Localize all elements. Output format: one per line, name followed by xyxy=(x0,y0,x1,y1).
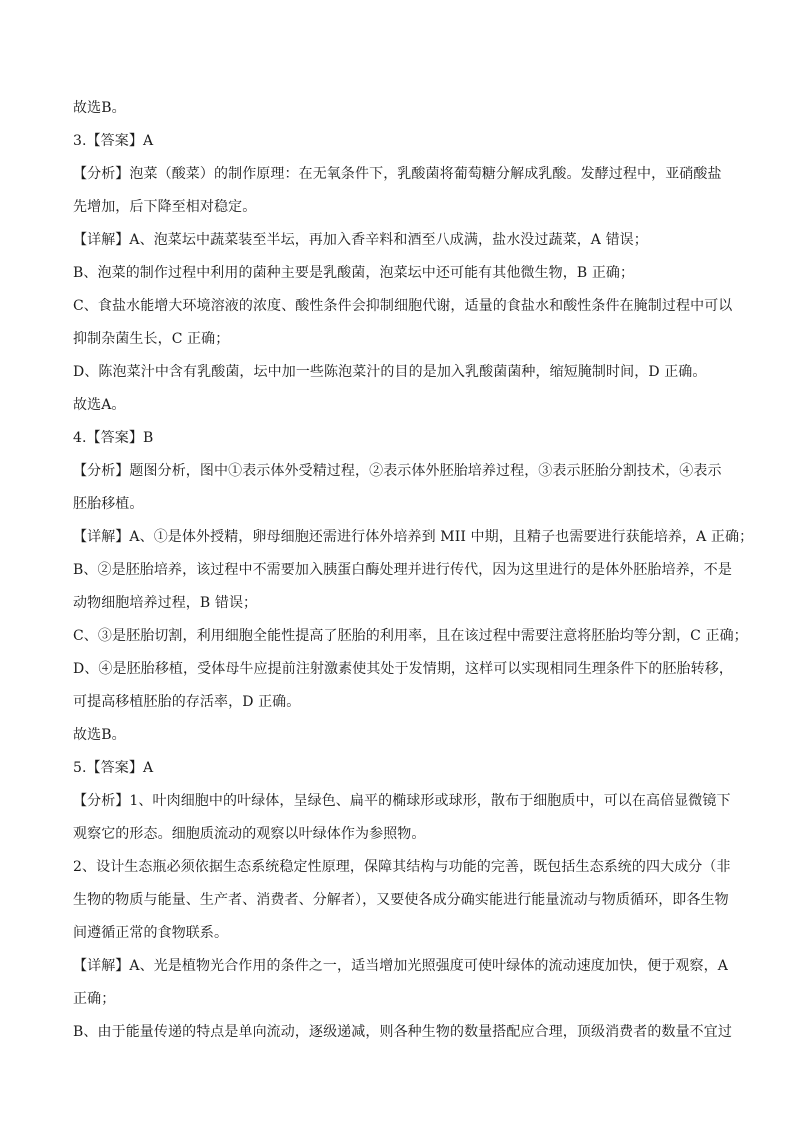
text-line: 2、设计生态瓶必须依据生态系统稳定性原理，保障其结构与功能的完善，既包括生态系统的四大成分（非 xyxy=(73,859,731,875)
text-line: 故选A。 xyxy=(73,397,126,413)
text-line: 胚胎移植。 xyxy=(73,496,144,512)
text-line: 【分析】泡菜（酸菜）的制作原理：在无氧条件下，乳酸菌将葡萄糖分解成乳酸。发酵过程中，亚硝酸盐 xyxy=(73,166,722,182)
text-line: 间遵循正常的食物联系。 xyxy=(73,925,229,941)
text-line: B、泡菜的制作过程中利用的菌种主要是乳酸菌，泡菜坛中还可能有其他微生物，B 正确； xyxy=(73,265,635,281)
text-line: 可提高移植胚胎的存活率，D 正确。 xyxy=(73,694,301,710)
answer-heading: 3.【答案】A xyxy=(73,133,154,149)
text-line: 【分析】题图分析，图中①表示体外受精过程，②表示体外胚胎培养过程，③表示胚胎分割技术，④表示 xyxy=(73,463,722,479)
answer-heading: 5.【答案】A xyxy=(73,760,154,776)
answer-heading: 4.【答案】B xyxy=(73,430,154,446)
text-line: 观察它的形态。细胞质流动的观察以叶绿体作为参照物。 xyxy=(73,826,426,842)
document-page xyxy=(73,92,754,1049)
text-line: 正确； xyxy=(73,991,116,1007)
text-line: 【详解】A、①是体外授精，卵母细胞还需进行体外培养到 MII 中期，且精子也需要进行获能培养，A 正确； xyxy=(73,529,754,545)
text-line: C、③是胚胎切割，利用细胞全能性提高了胚胎的利用率，且在该过程中需要注意将胚胎均等分割，C 正确； xyxy=(73,628,748,644)
text-line: C、食盐水能增大环境溶液的浓度、酸性条件会抑制细胞代谢，适量的食盐水和酸性条件在腌制过程中可以 xyxy=(73,298,733,314)
text-line: 【详解】A、光是植物光合作用的条件之一，适当增加光照强度可使叶绿体的流动速度加快，便于观察，A xyxy=(73,958,728,974)
text-line: 先增加，后下降至相对稳定。 xyxy=(73,199,257,215)
text-line: 【详解】A、泡菜坛中蔬菜装至半坛，再加入香辛料和酒至八成满，盐水没过蔬菜，A 错误； xyxy=(73,232,648,248)
text-line: D、④是胚胎移植，受体母牛应提前注射激素使其处于发情期，这样可以实现相同生理条件下的胚胎转移， xyxy=(73,661,733,677)
text-line: B、由于能量传递的特点是单向流动，逐级递减，则各种生物的数量搭配应合理，顶级消费者的数量不宜过 xyxy=(73,1024,732,1040)
text-line: 动物细胞培养过程，B 错误； xyxy=(73,595,258,611)
text-line: 生物的物质与能量、生产者、消费者、分解者），又要使各成分确实能进行能量流动与物质循环，即各生物 xyxy=(73,892,729,908)
text-line: 抑制杂菌生长，C 正确； xyxy=(73,331,230,347)
text-line: 【分析】1、叶肉细胞中的叶绿体，呈绿色、扁平的椭球形或球形，散布于细胞质中，可以在高倍显微镜下 xyxy=(73,793,731,809)
text-line: 故选B。 xyxy=(73,727,126,743)
text-line: 故选B。 xyxy=(73,100,126,116)
text-line: D、陈泡菜汁中含有乳酸菌，坛中加一些陈泡菜汁的目的是加入乳酸菌菌种，缩短腌制时间，D 正确。 xyxy=(73,364,707,380)
text-line: B、②是胚胎培养，该过程中不需要加入胰蛋白酶处理并进行传代，因为这里进行的是体外胚胎培养，不是 xyxy=(73,562,732,578)
